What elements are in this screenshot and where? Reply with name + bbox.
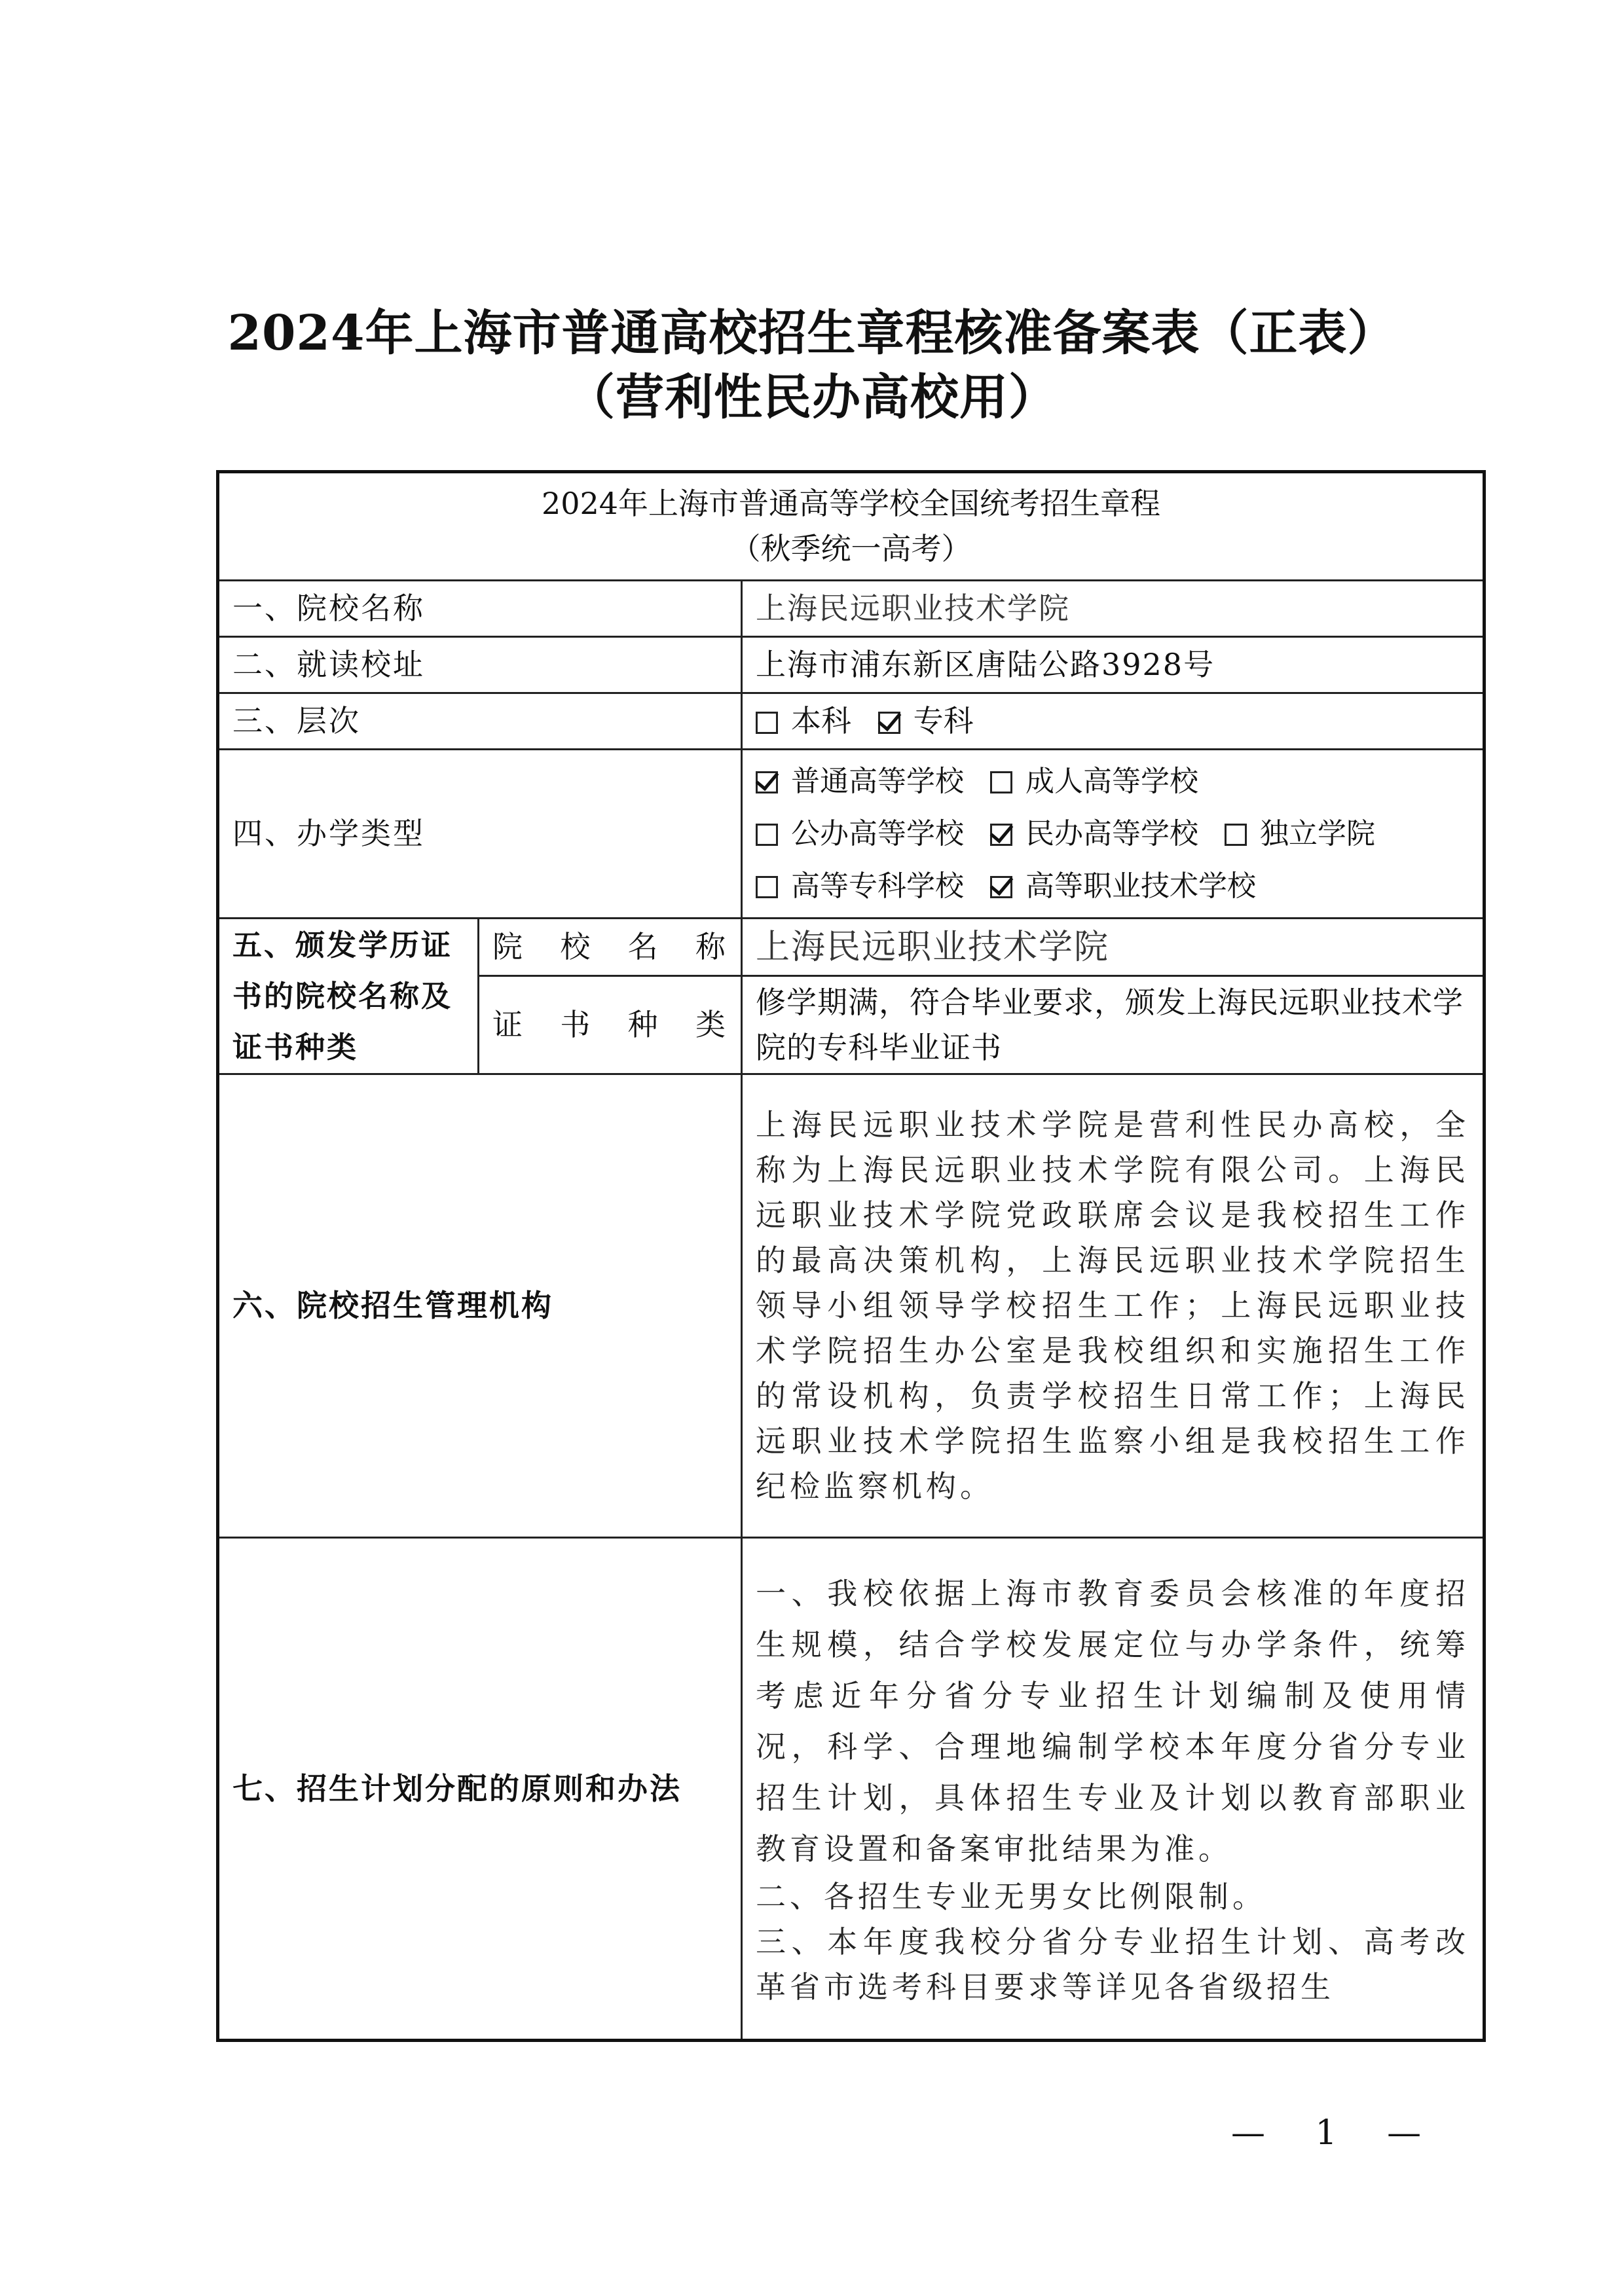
campus-address-label: 二、就读校址 bbox=[218, 637, 742, 693]
type-junior-college[interactable]: 高等专科学校 bbox=[756, 869, 964, 903]
row-admission-management bbox=[218, 1074, 1485, 1538]
type-vocational-college-checkbox[interactable] bbox=[990, 876, 1012, 898]
row-level bbox=[218, 693, 1485, 750]
table-header-line2: （秋季统一高考） bbox=[730, 531, 972, 566]
table-header-line1: 2024年上海市普通高等学校全国统考招生章程 bbox=[541, 486, 1161, 521]
row-school-name bbox=[218, 581, 1485, 637]
level-option-undergraduate[interactable]: 本科 bbox=[756, 703, 861, 738]
certificate-school-sublabel bbox=[479, 919, 742, 976]
type-public-hei[interactable]: 公办高等学校 bbox=[756, 817, 964, 850]
table-header-row bbox=[218, 472, 1485, 581]
level-undergraduate-checkbox[interactable] bbox=[756, 712, 778, 734]
document-title: 2024年上海市普通高校招生章程核准备案表（正表） bbox=[227, 305, 1397, 361]
school-name-value: 上海民远职业技术学院 bbox=[742, 581, 1485, 637]
level-options bbox=[742, 693, 1485, 750]
school-name-label: 一、院校名称 bbox=[218, 581, 742, 637]
table-header bbox=[218, 472, 1485, 581]
school-type-line-2 bbox=[756, 808, 1469, 860]
certificate-school-value: 上海民远职业技术学院 bbox=[742, 919, 1485, 976]
admission-management-text: 上海民远职业技术学院是营利性民办高校，全称为上海民远职业技术学院有限公司。上海民远职业技术学院党政联席会议是我校招生工作的最高决策机构，上海民远职业技术学院招生领导小组领导学校招生工作；上海民远职业技术学院招生办公室是我校组织和实施招生工作的常设机构，负责学校招生日常工作；上海民远职业技术学院招生监察小组是我校招生工作纪检监察机构。 bbox=[742, 1074, 1485, 1538]
certificate-school-sublabel-text: 院 校 名 称 bbox=[492, 929, 728, 964]
type-adult-hei[interactable]: 成人高等学校 bbox=[990, 765, 1198, 798]
page-number: — 1 — bbox=[1231, 2113, 1441, 2153]
campus-address-value: 上海市浦东新区唐陆公路3928号 bbox=[742, 637, 1485, 693]
type-vocational-college[interactable]: 高等职业技术学校 bbox=[990, 869, 1256, 903]
school-type-label: 四、办学类型 bbox=[218, 750, 742, 919]
type-regular-hei-checkbox[interactable] bbox=[756, 771, 778, 793]
certificate-type-sublabel-text: 证 书 种 类 bbox=[492, 1007, 728, 1042]
row-certificate-school bbox=[218, 919, 1485, 976]
type-independent-college-checkbox[interactable] bbox=[1225, 824, 1247, 846]
document-subtitle: （营利性民办高校用） bbox=[566, 369, 1058, 426]
type-private-hei-checkbox[interactable] bbox=[990, 824, 1012, 846]
enrollment-plan-text bbox=[742, 1538, 1485, 2041]
type-independent-college[interactable]: 独立学院 bbox=[1225, 817, 1375, 850]
type-private-hei[interactable]: 民办高等学校 bbox=[990, 817, 1198, 850]
school-type-line-3 bbox=[756, 860, 1469, 913]
admission-management-label: 六、院校招生管理机构 bbox=[218, 1074, 742, 1538]
school-type-line-1 bbox=[756, 756, 1469, 808]
type-public-hei-checkbox[interactable] bbox=[756, 824, 778, 846]
row-school-type bbox=[218, 750, 1485, 919]
certificate-type-sublabel bbox=[479, 976, 742, 1074]
row-campus-address bbox=[218, 637, 1485, 693]
level-junior-college-checkbox[interactable] bbox=[878, 712, 900, 734]
level-option-junior-college[interactable]: 专科 bbox=[878, 703, 974, 738]
certificate-label: 五、颁发学历证书的院校名称及证书种类 bbox=[218, 919, 479, 1074]
certificate-type-value: 修学期满，符合毕业要求，颁发上海民远职业技术学院的专科毕业证书 bbox=[742, 976, 1485, 1074]
row-enrollment-plan bbox=[218, 1538, 1485, 2041]
enrollment-plan-para-1: 一、我校依据上海市教育委员会核准的年度招生规模，结合学校发展定位与办学条件，统筹考虑近年分省分专业招生计划编制及使用情况，科学、合理地编制学校本年度分省分专业招生计划，具体招生专业及计划以教育部职业教育设置和备案审批结果为准。 bbox=[756, 1575, 1470, 1867]
type-junior-college-checkbox[interactable] bbox=[756, 876, 778, 898]
type-adult-hei-checkbox[interactable] bbox=[990, 771, 1012, 793]
school-type-options bbox=[742, 750, 1485, 919]
enrollment-plan-label: 七、招生计划分配的原则和办法 bbox=[218, 1538, 742, 2041]
enrollment-plan-para-3: 三、本年度我校分省分专业招生计划、高考改革省市选考科目要求等详见各省级招生 bbox=[756, 1923, 1470, 2005]
level-label: 三、层次 bbox=[218, 693, 742, 750]
filing-form-table bbox=[216, 470, 1486, 2042]
enrollment-plan-para-2: 二、各招生专业无男女比例限制。 bbox=[756, 1878, 1266, 1914]
type-regular-hei[interactable]: 普通高等学校 bbox=[756, 765, 964, 798]
